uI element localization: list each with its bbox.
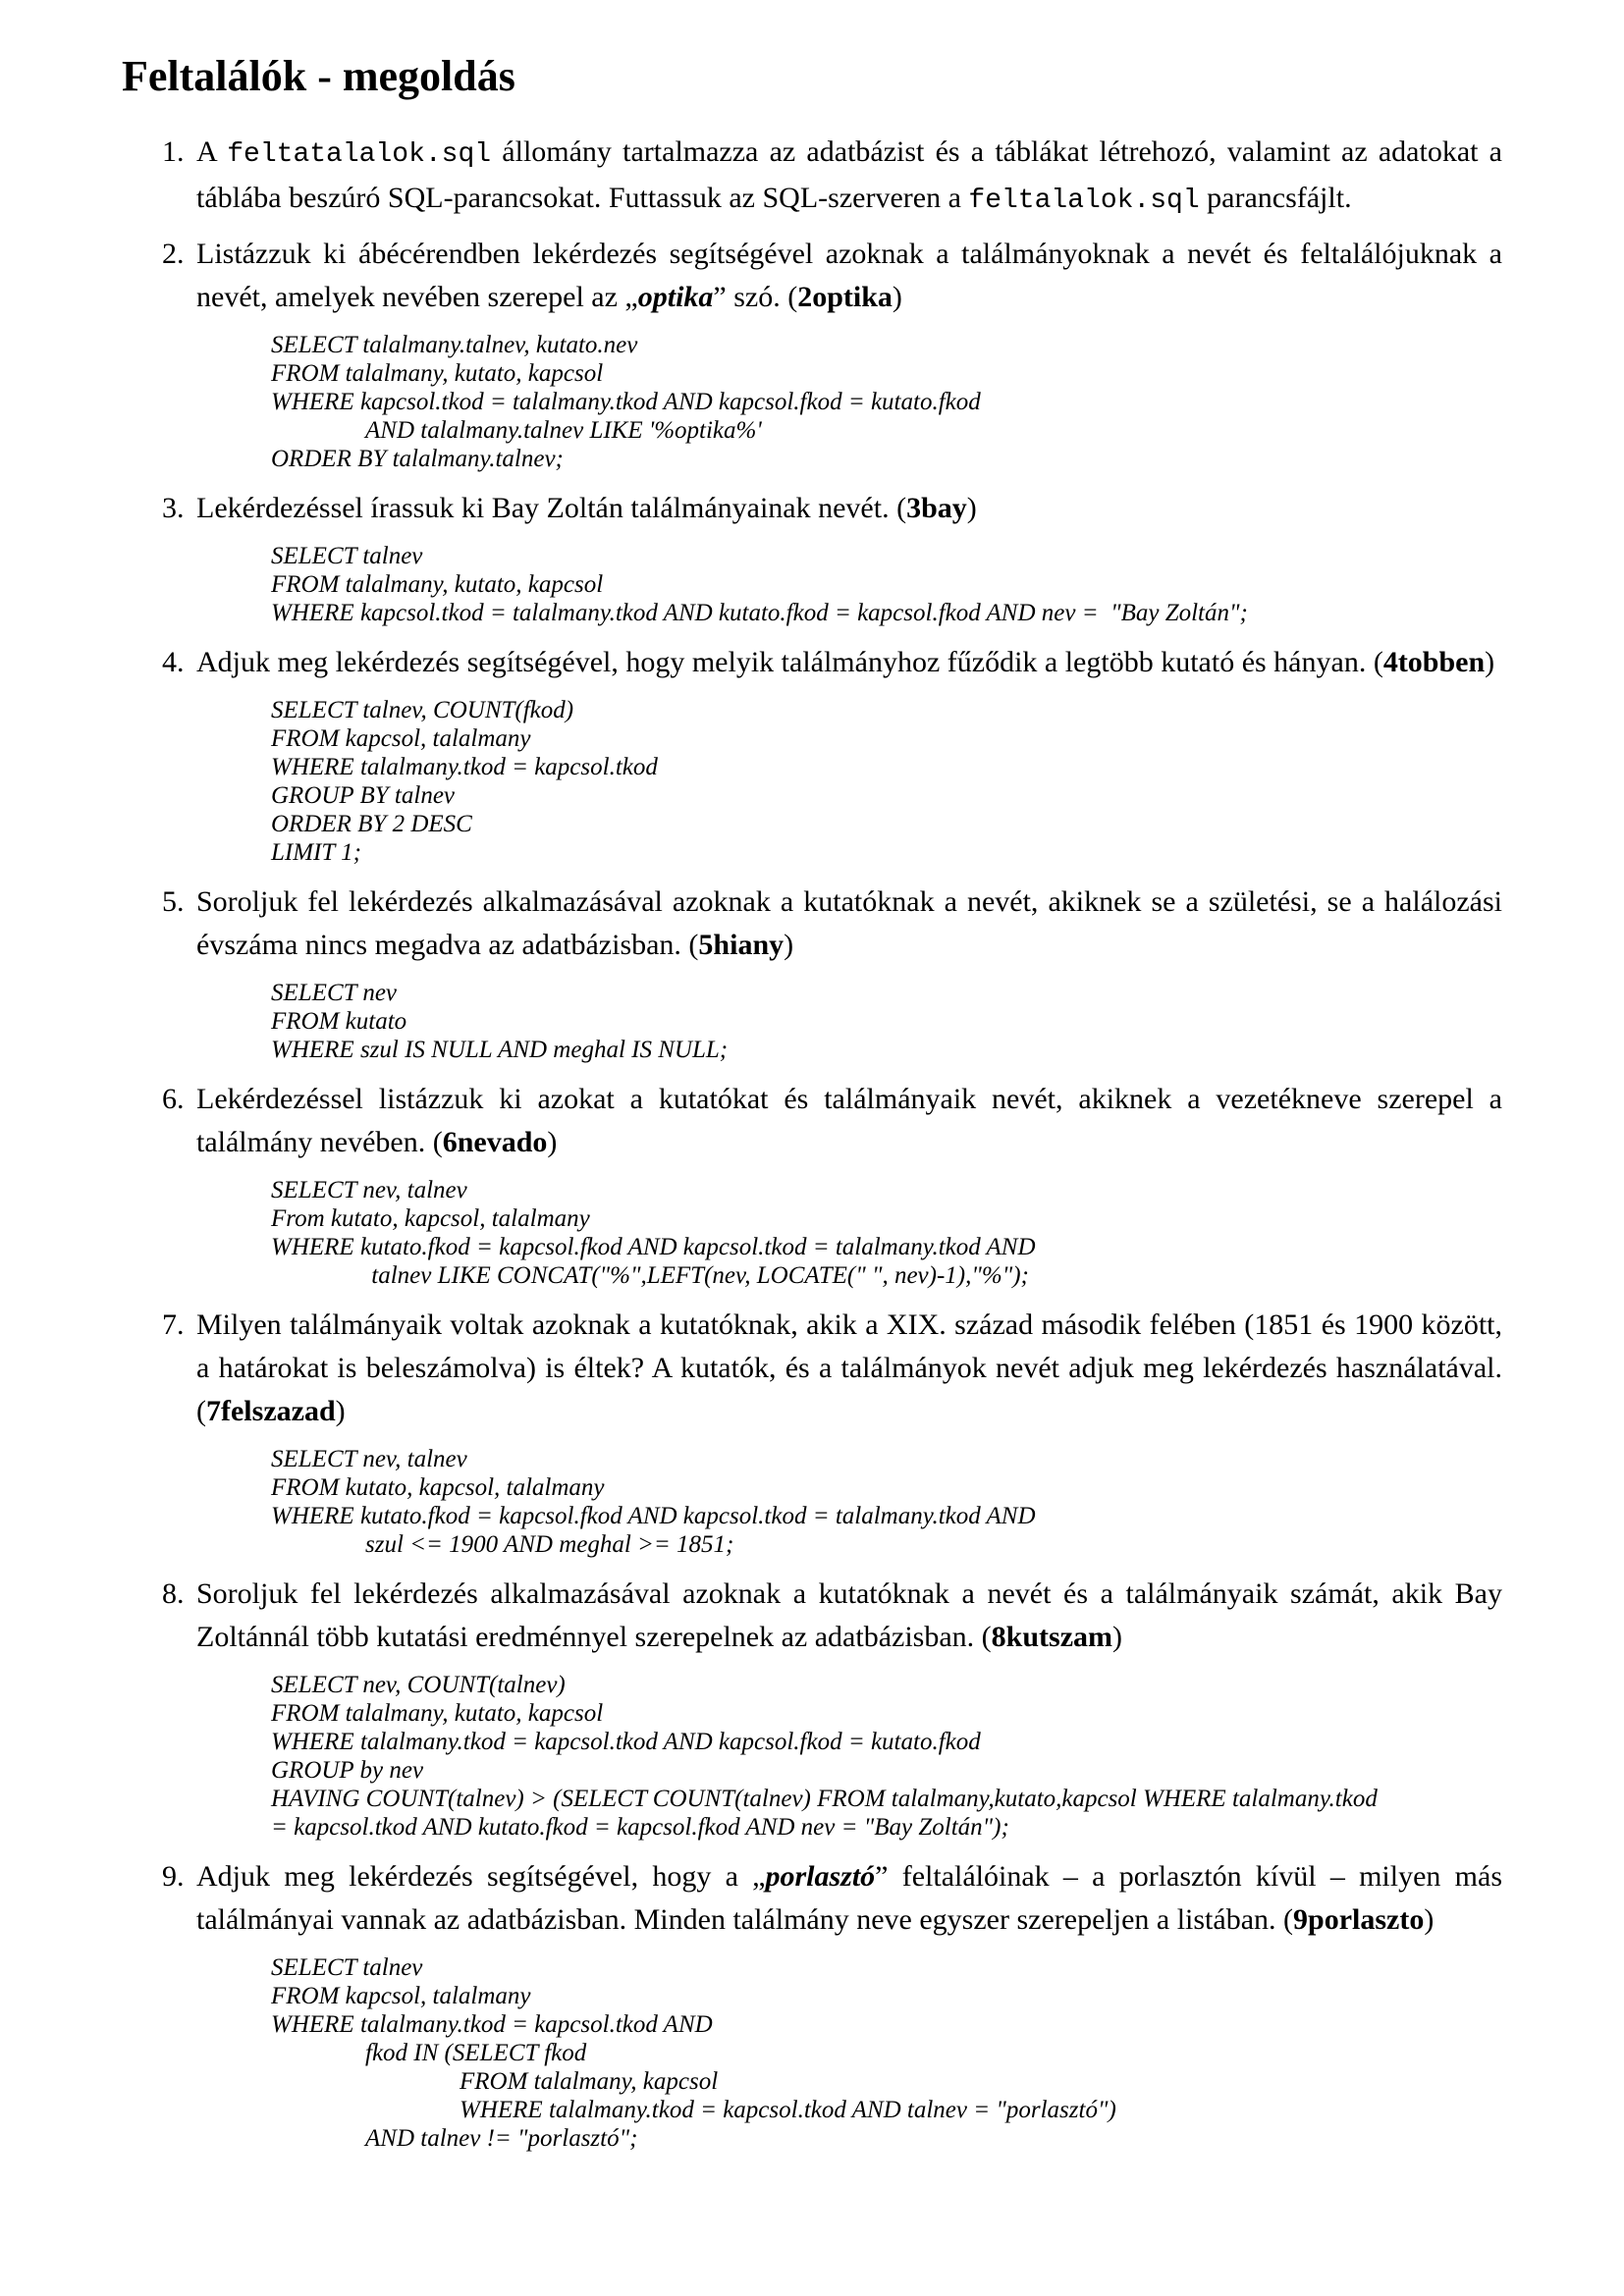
text-segment: ) bbox=[966, 492, 977, 524]
text-segment: 7felszazad bbox=[206, 1395, 336, 1427]
sql-line: FROM talalmany, kutato, kapcsol bbox=[271, 360, 604, 387]
text-segment: Lekérdezéssel listázzuk ki azokat a kutatókat és találmányaik nevét, akiknek a vezetékneve szerepel a találmány nevében. ( bbox=[196, 1083, 1502, 1158]
sql-line: SELECT talnev bbox=[271, 543, 423, 569]
sql-line: FROM kutato, kapcsol, talalmany bbox=[271, 1474, 605, 1501]
item-number: 7. bbox=[162, 1308, 185, 1341]
item-number: 3. bbox=[162, 492, 185, 524]
sql-line: fkod IN (SELECT fkod bbox=[365, 2040, 587, 2066]
item-body bbox=[196, 487, 1502, 631]
item-number: 4. bbox=[162, 646, 185, 678]
sql-line: From kutato, kapcsol, talalmany bbox=[271, 1205, 590, 1232]
question-item bbox=[122, 881, 1502, 1068]
sql-line: SELECT nev, talnev bbox=[271, 1177, 467, 1203]
sql-block bbox=[271, 979, 1502, 1064]
question-text bbox=[196, 881, 1502, 967]
sql-line: ORDER BY talalmany.talnev; bbox=[271, 446, 564, 472]
sql-line: SELECT talalmany.talnev, kutato.nev bbox=[271, 332, 638, 358]
sql-line: FROM kapcsol, talalmany bbox=[271, 725, 531, 752]
item-body bbox=[196, 641, 1502, 871]
question-text bbox=[196, 487, 1502, 530]
text-segment: Milyen találmányaik voltak azoknak a kutatóknak, akik a XIX. század második felében (1851 és 1900 között, a határokat is beleszámolva) is éltek? A kutatók, és a találmányok nevét adjuk meg lekérdezés használatával. ( bbox=[196, 1308, 1502, 1427]
sql-line: WHERE talalmany.tkod = kapcsol.tkod AND kapcsol.fkod = kutato.fkod bbox=[271, 1729, 981, 1755]
sql-block bbox=[271, 1671, 1502, 1842]
sql-block bbox=[271, 696, 1502, 867]
question-text bbox=[196, 641, 1502, 684]
item-body bbox=[196, 1573, 1502, 1845]
sql-line: ORDER BY 2 DESC bbox=[271, 811, 472, 837]
sql-line: WHERE kapcsol.tkod = talalmany.tkod AND kutato.fkod = kapcsol.fkod AND nev = "Bay Zoltán"; bbox=[271, 600, 1248, 626]
question-text bbox=[196, 233, 1502, 319]
sql-block bbox=[271, 542, 1502, 627]
question-text bbox=[196, 131, 1502, 223]
item-body bbox=[196, 881, 1502, 1068]
sql-line: FROM kutato bbox=[271, 1008, 407, 1035]
text-segment: ” szó. ( bbox=[713, 281, 798, 313]
sql-line: WHERE kutato.fkod = kapcsol.fkod AND kapcsol.tkod = talalmany.tkod AND bbox=[271, 1234, 1036, 1260]
question-text bbox=[196, 1304, 1502, 1433]
question-item bbox=[122, 1304, 1502, 1563]
item-body bbox=[196, 131, 1502, 223]
question-item bbox=[122, 1855, 1502, 2157]
question-text bbox=[196, 1078, 1502, 1164]
question-item bbox=[122, 233, 1502, 477]
sql-line: WHERE kapcsol.tkod = talalmany.tkod AND kapcsol.fkod = kutato.fkod bbox=[271, 389, 981, 415]
page-title: Feltalálók - megoldás bbox=[122, 52, 515, 100]
sql-line: WHERE talalmany.tkod = kapcsol.tkod bbox=[271, 754, 658, 780]
sql-line: SELECT nev, talnev bbox=[271, 1446, 467, 1472]
text-segment: Soroljuk fel lekérdezés alkalmazásával azoknak a kutatóknak a nevét, akiknek se a születési, se a halálozási évszáma nincs megadva az adatbázisban. ( bbox=[196, 885, 1502, 961]
question-item bbox=[122, 487, 1502, 631]
sql-block bbox=[271, 1445, 1502, 1559]
question-item bbox=[122, 1573, 1502, 1845]
text-segment: parancsfájlt. bbox=[1199, 182, 1352, 214]
text-segment: 4tobben bbox=[1382, 646, 1486, 678]
text-segment: 2optika bbox=[797, 281, 893, 313]
sql-line: HAVING COUNT(talnev) > (SELECT COUNT(talnev) FROM talalmany,kutato,kapcsol WHERE talalmany.tkod bbox=[271, 1786, 1378, 1812]
text-segment: Adjuk meg lekérdezés segítségével, hogy melyik találmányhoz fűződik a legtöbb kutató és hányan. ( bbox=[196, 646, 1383, 678]
item-number: 2. bbox=[162, 238, 185, 270]
item-body bbox=[196, 1855, 1502, 2157]
question-item bbox=[122, 1078, 1502, 1294]
sql-line: WHERE kutato.fkod = kapcsol.fkod AND kapcsol.tkod = talalmany.tkod AND bbox=[271, 1503, 1036, 1529]
item-number: 6. bbox=[162, 1083, 185, 1115]
question-list bbox=[122, 131, 1502, 2157]
text-segment: 9porlaszto bbox=[1293, 1903, 1425, 1936]
item-number: 9. bbox=[162, 1860, 185, 1893]
sql-block bbox=[271, 1176, 1502, 1290]
text-segment: Soroljuk fel lekérdezés alkalmazásával azoknak a kutatóknak a nevét és a találmányaik számát, akik Bay Zoltánnál több kutatási eredménnyel szerepelnek az adatbázisban. ( bbox=[196, 1577, 1502, 1653]
sql-line: AND talnev != "porlasztó"; bbox=[365, 2125, 638, 2152]
text-segment: ) bbox=[335, 1395, 346, 1427]
text-segment: 8kutszam bbox=[991, 1621, 1112, 1653]
item-number: 1. bbox=[162, 135, 185, 168]
sql-line: talnev LIKE CONCAT("%",LEFT(nev, LOCATE(" ", nev)-1),"%"); bbox=[365, 1262, 1029, 1289]
text-segment: 6nevado bbox=[442, 1126, 548, 1158]
sql-line: SELECT talnev bbox=[271, 1954, 423, 1981]
text-segment: Lekérdezéssel írassuk ki Bay Zoltán találmányainak nevét. ( bbox=[196, 492, 907, 524]
text-segment: ) bbox=[892, 281, 902, 313]
text-segment: feltalalok.sql bbox=[968, 186, 1200, 216]
item-body bbox=[196, 233, 1502, 477]
sql-block bbox=[271, 331, 1502, 473]
sql-line: AND talalmany.talnev LIKE '%optika%' bbox=[365, 417, 762, 444]
text-segment: ” feltalálóinak – a porlasztón kívül – milyen más találmányai vannak az adatbázisban. Minden találmány neve egyszer szerepeljen a listában. ( bbox=[196, 1860, 1502, 1936]
sql-line: FROM talalmany, kutato, kapcsol bbox=[271, 1700, 604, 1727]
text-segment: ) bbox=[1485, 646, 1495, 678]
sql-line: WHERE szul IS NULL AND meghal IS NULL; bbox=[271, 1037, 729, 1063]
question-text bbox=[196, 1573, 1502, 1659]
text-segment: porlasztó bbox=[765, 1860, 876, 1893]
text-segment: ) bbox=[784, 929, 794, 961]
sql-line: FROM talalmany, kapcsol bbox=[460, 2068, 719, 2095]
item-body bbox=[196, 1304, 1502, 1563]
text-segment: ) bbox=[1424, 1903, 1435, 1936]
sql-line: szul <= 1900 AND meghal >= 1851; bbox=[365, 1531, 734, 1558]
question-item bbox=[122, 641, 1502, 871]
text-segment: Listázzuk ki ábécérendben lekérdezés segítségével azoknak a találmányoknak a nevét és feltalálójuknak a nevét, amelyek nevében szerepel az „ bbox=[196, 238, 1502, 313]
item-number: 5. bbox=[162, 885, 185, 918]
text-segment: ) bbox=[1112, 1621, 1122, 1653]
text-segment: állomány tartalmazza az adatbázist és a táblákat létrehozó, valamint az adatokat a táblába beszúró SQL-parancsokat. Futtassuk az SQL-szerveren a bbox=[196, 135, 1503, 214]
text-segment: feltatalalok.sql bbox=[227, 139, 492, 170]
item-number: 8. bbox=[162, 1577, 185, 1610]
sql-line: WHERE talalmany.tkod = kapcsol.tkod AND talnev = "porlasztó") bbox=[460, 2097, 1116, 2123]
question-item bbox=[122, 131, 1502, 223]
sql-line: SELECT nev bbox=[271, 980, 398, 1006]
sql-block bbox=[271, 1953, 1502, 2153]
question-text bbox=[196, 1855, 1502, 1942]
sql-line: SELECT talnev, COUNT(fkod) bbox=[271, 697, 574, 723]
sql-line: SELECT nev, COUNT(talnev) bbox=[271, 1672, 566, 1698]
sql-line: = kapcsol.tkod AND kutato.fkod = kapcsol.fkod AND nev = "Bay Zoltán"); bbox=[271, 1814, 1009, 1841]
text-segment: optika bbox=[637, 281, 714, 313]
text-segment: A bbox=[196, 135, 228, 168]
text-segment: 3bay bbox=[906, 492, 967, 524]
text-segment: ) bbox=[547, 1126, 558, 1158]
sql-line: FROM kapcsol, talalmany bbox=[271, 1983, 531, 2009]
sql-line: GROUP BY talnev bbox=[271, 782, 456, 809]
sql-line: LIMIT 1; bbox=[271, 839, 361, 866]
sql-line: FROM talalmany, kutato, kapcsol bbox=[271, 571, 604, 598]
sql-line: GROUP by nev bbox=[271, 1757, 424, 1784]
sql-line: WHERE talalmany.tkod = kapcsol.tkod AND bbox=[271, 2011, 713, 2038]
text-segment: Adjuk meg lekérdezés segítségével, hogy a „ bbox=[196, 1860, 766, 1893]
item-body bbox=[196, 1078, 1502, 1294]
text-segment: 5hiany bbox=[698, 929, 785, 961]
